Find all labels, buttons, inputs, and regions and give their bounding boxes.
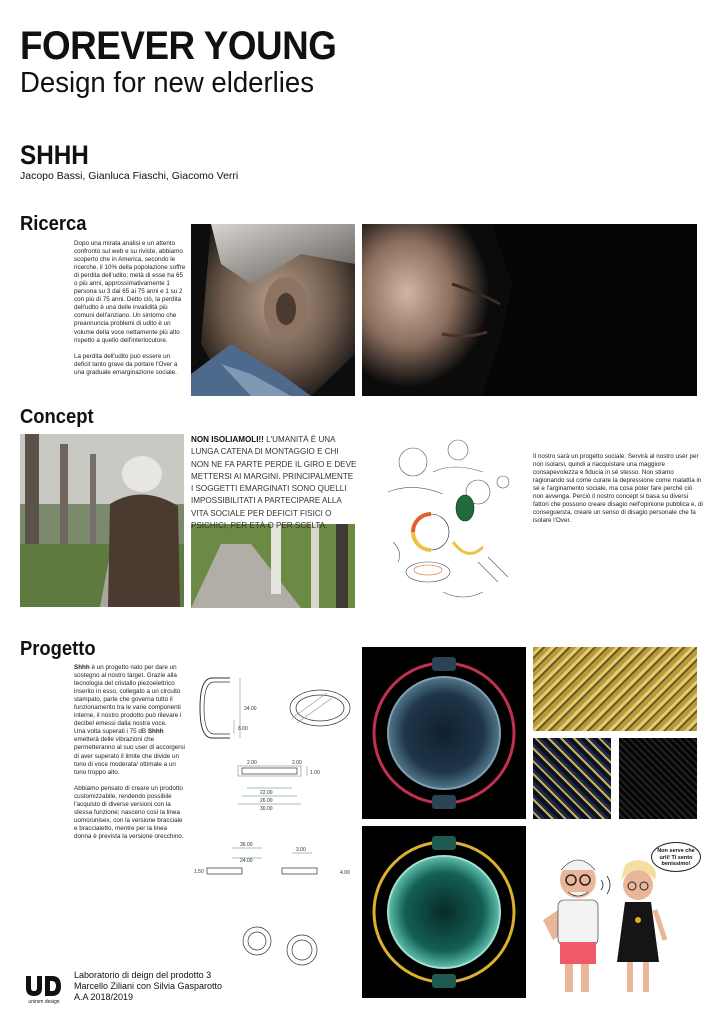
technical-drawings [192,668,357,980]
concept-sketch [383,432,523,610]
logo-text: unirsm design [28,999,60,1005]
gold-braid-texture [533,647,697,731]
navy-gold-braid-texture [533,738,611,819]
dim-3: 3.00 [296,847,306,853]
footer-course: Laboratorio di deign del prodotto 3 [74,970,212,980]
elderly-couple-illustration [533,840,703,1005]
product-render-gold [362,826,526,998]
elderly-ear-photo [191,224,355,396]
project-name: SHHH [20,140,89,170]
ricerca-paragraph-1: Dopo una mirata analisi e un attento confronto sul web e su riviste, abbiamo scoperto che in America, secondo le ricerche, il 10% della popolazione soffre di perdita dell'udito; metà di esse ha 65 o più anni, approssimativamente 1 persona su 3 dai 65 ai 75 anni e 1 su 2 con più di 75 anni. Detto ciò, la perdita dell'udito è una delle invalidità più comuni dell'anziano. Un sintomo che preannuncia problemi di udito è un volume della voce nettamente più alto rispetto a quello dell'interlocutore. [74,240,186,344]
concept-lead: NON ISOLIAMOLI!! [191,435,264,444]
dim-26: 26.00 [260,798,273,804]
concept-statement [191,434,357,532]
progetto-p1-text: è un progetto nato per dare un sostegno al nostro target. Grazie alla tecnologia del cristallo piezoelettrico inserito in esso, collegato a un circuito stampato, parte che governa tutto il funzionamento tra le varie componenti interne, il nostro prodotto può rilevare i decibel emessi dalla nostra voce. [74,664,182,728]
park-path-photo [191,524,355,608]
footer-academic-year: A.A 2018/2019 [74,992,134,1002]
dim-30: 30.00 [260,806,273,812]
ricerca-paragraph-2: La perdita dell'udito può essere un deficit tanto grave da portare l'Over a una graduale emarginazione sociale. [74,352,178,376]
progetto-p2b: emetterà delle vibrazioni che permetteranno al suo user di accorgersi di aver superato il limite che divide un tono di voce moderata/ ottimale a un tono troppo alto. [74,736,185,776]
progetto-paragraph-3: Abbiamo pensato di creare un prodotto customizzabile, rendendo possibile l'acquisto di diverse versioni con la stessa funzione; nasceno così la linea uomo/unisex, con la versione bracciale e braccialetto, mentre per la linea donna è prevista la versione orecchino. [74,784,184,840]
section-heading-concept: Concept [20,406,94,428]
ricerca-text [74,240,186,385]
brand-name: Shhh [74,664,90,671]
dim-4: 4.00 [340,870,350,876]
progetto-p2a: Una volta superati i 75 dB [74,728,148,736]
dim-36: 36.00 [240,842,253,848]
section-heading-progetto: Progetto [20,638,96,660]
dim-2a: 2.00 [247,760,257,766]
footer-credits [74,970,222,1003]
unirsm-design-logo [24,976,64,1010]
black-braid-texture [619,738,697,819]
poster-subtitle: Design for new elderlies [20,67,315,99]
dim-2b: 2.00 [292,760,302,766]
progetto-paragraph-2 [74,728,186,776]
dim-24: 24.00 [240,858,253,864]
concept-statement-text: L'UMANITÀ È UNA LUNGA CATENA DI MONTAGGIO E CHI NON NE FA PARTE PERDE IL GIRO E DEVE METTERSI AI MARGINI. PRINCIPALMENTE I SOGGETTI EMARGINATI SONO QUELLI IMPOSSIBILITATI A PARTECIPARE ALLA VITA SOCIALE PER DEFICIT FISICI O PSICHICI, PER ETÀ O PER SCELTA. [191,435,357,531]
product-render-blue [362,647,526,819]
dim-8: 8.00 [238,726,248,732]
progetto-text [74,664,186,849]
elderly-woman-park-photo [20,434,184,607]
progetto-paragraph-1 [74,664,186,728]
brand-name-2: Shhh [147,728,164,736]
footer-teachers: Marcello Ziliani con Silvia Gasparotto [74,981,223,991]
concept-text: Il nostro sarà un progetto sociale. Servirà al nostro user per non isolarsi, quindi a riacquistare una maggiore consapevolezza e fiducia in sé stesso. Non stiamo ragionando sul come curare la depressione come malattia in sé e l'arginamento sociale, ma cosa poter fare perché ciò non avvenga. Perciò il nostro concept si basa su diversi fattori che possono creare disagio nell'opinione pubblica e, di conseguenza, creare un senso di disagio personale che fa isolare l'Over. [533,453,703,525]
dim-22: 22.00 [260,790,273,796]
section-heading-ricerca: Ricerca [20,213,87,235]
project-authors: Jacopo Bassi, Gianluca Fiaschi, Giacomo Verri [20,170,239,182]
speech-bubble: Non serve che urli! Ti sento benissimo! [651,842,701,872]
dim-34: 34.00 [244,706,257,712]
elderly-face-photo [362,224,697,396]
dim-1-5: 1.50 [194,869,204,875]
dim-1: 1.00 [310,770,320,776]
poster-title: FOREVER YOUNG [20,24,337,68]
